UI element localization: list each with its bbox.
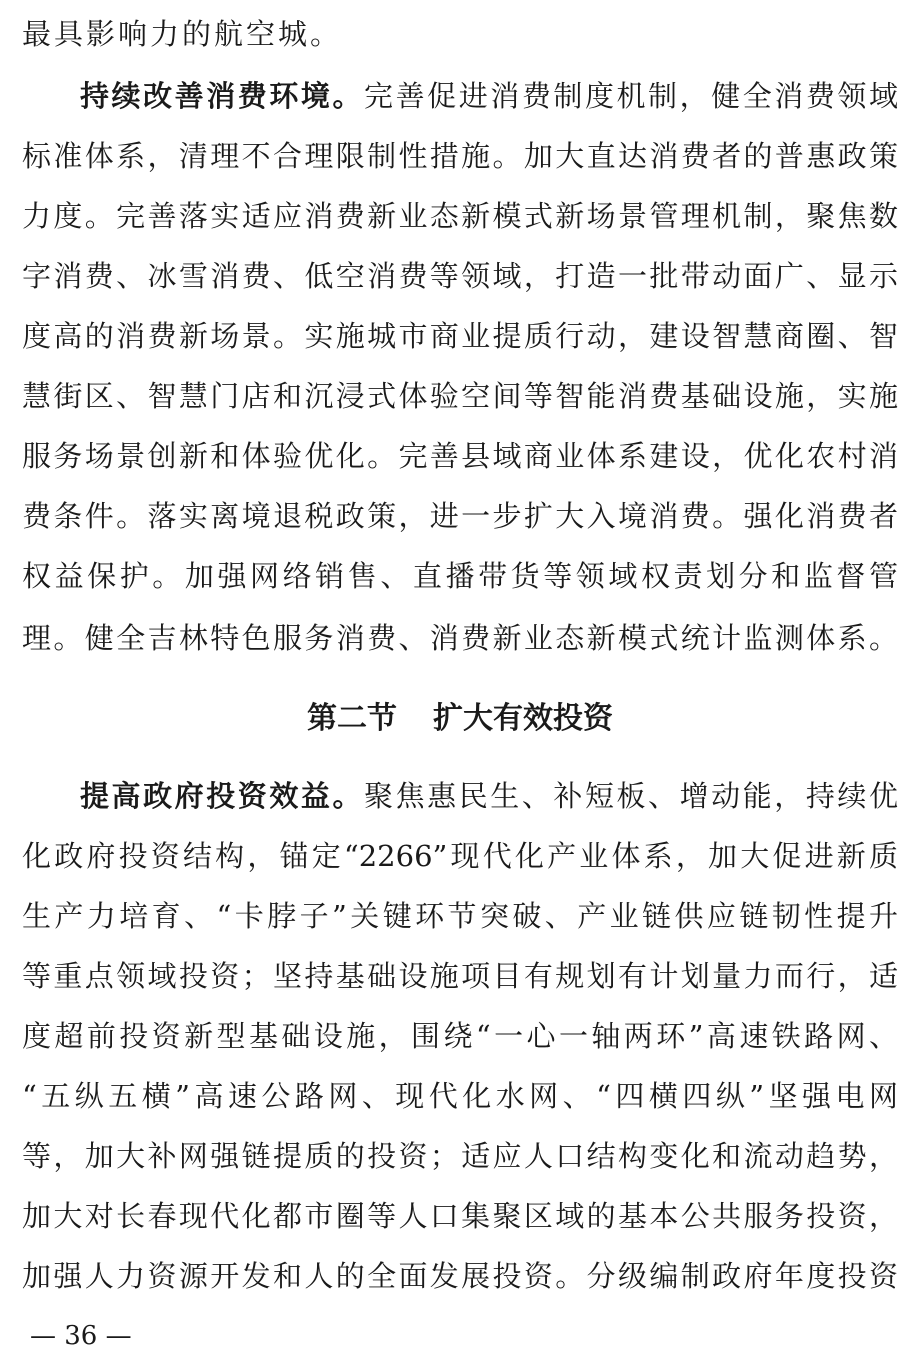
paragraph-line: 度超前投资新型基础设施，围绕“一心一轴两环”高速铁路网、 bbox=[22, 1019, 898, 1053]
paragraph-line: 化政府投资结构，锚定“2266”现代化产业体系，加大促进新质 bbox=[22, 839, 898, 873]
paragraph-line: 费条件。落实离境退税政策，进一步扩大入境消费。强化消费者 bbox=[22, 499, 898, 533]
paragraph-line: 权益保护。加强网络销售、直播带货等领域权责划分和监督管 bbox=[22, 559, 898, 593]
paragraph-line: 等重点领域投资；坚持基础设施项目有规划有计划量力而行，适 bbox=[22, 959, 898, 993]
paragraph-lead: 提高政府投资效益。 bbox=[80, 779, 365, 813]
paragraph-line: 生产力培育、“卡脖子”关键环节突破、产业链供应链韧性提升 bbox=[22, 899, 898, 933]
paragraph-line: 服务场景创新和体验优化。完善县域商业体系建设，优化农村消 bbox=[22, 439, 898, 473]
paragraph-line: 标准体系，清理不合理限制性措施。加大直达消费者的普惠政策 bbox=[22, 139, 898, 173]
paragraph-line: 度高的消费新场景。实施城市商业提质行动，建设智慧商圈、智 bbox=[22, 319, 898, 353]
paragraph-text: 聚焦惠民生、补短板、增动能，持续优 bbox=[364, 779, 898, 813]
section-title: 扩大有效投资 bbox=[433, 701, 613, 736]
paragraph-first-line bbox=[80, 76, 898, 116]
paragraph-line: 字消费、冰雪消费、低空消费等领域，打造一批带动面广、显示 bbox=[22, 259, 898, 293]
paragraph-line: 加强人力资源开发和人的全面发展投资。分级编制政府年度投资 bbox=[22, 1259, 898, 1293]
paragraph-text: 完善促进消费制度机制，健全消费领域 bbox=[364, 79, 898, 113]
paragraph-line: 最具影响力的航空城。 bbox=[22, 17, 343, 51]
page-number: — 36 — bbox=[30, 1321, 132, 1351]
paragraph-line: 等，加大补网强链提质的投资；适应人口结构变化和流动趋势， bbox=[22, 1139, 898, 1173]
paragraph-line: 理。健全吉林特色服务消费、消费新业态新模式统计监测体系。 bbox=[22, 621, 898, 655]
paragraph-line: 加大对长春现代化都市圈等人口集聚区域的基本公共服务投资， bbox=[22, 1199, 898, 1233]
paragraph-lead: 持续改善消费环境。 bbox=[80, 79, 365, 113]
paragraph-first-line bbox=[80, 776, 898, 816]
paragraph-line: 力度。完善落实适应消费新业态新模式新场景管理机制，聚焦数 bbox=[22, 199, 898, 233]
section-heading bbox=[0, 698, 920, 740]
section-number: 第二节 bbox=[307, 701, 397, 736]
paragraph-line: 慧街区、智慧门店和沉浸式体验空间等智能消费基础设施，实施 bbox=[22, 379, 898, 413]
paragraph-line: “五纵五横”高速公路网、现代化水网、“四横四纵”坚强电网 bbox=[22, 1079, 898, 1113]
